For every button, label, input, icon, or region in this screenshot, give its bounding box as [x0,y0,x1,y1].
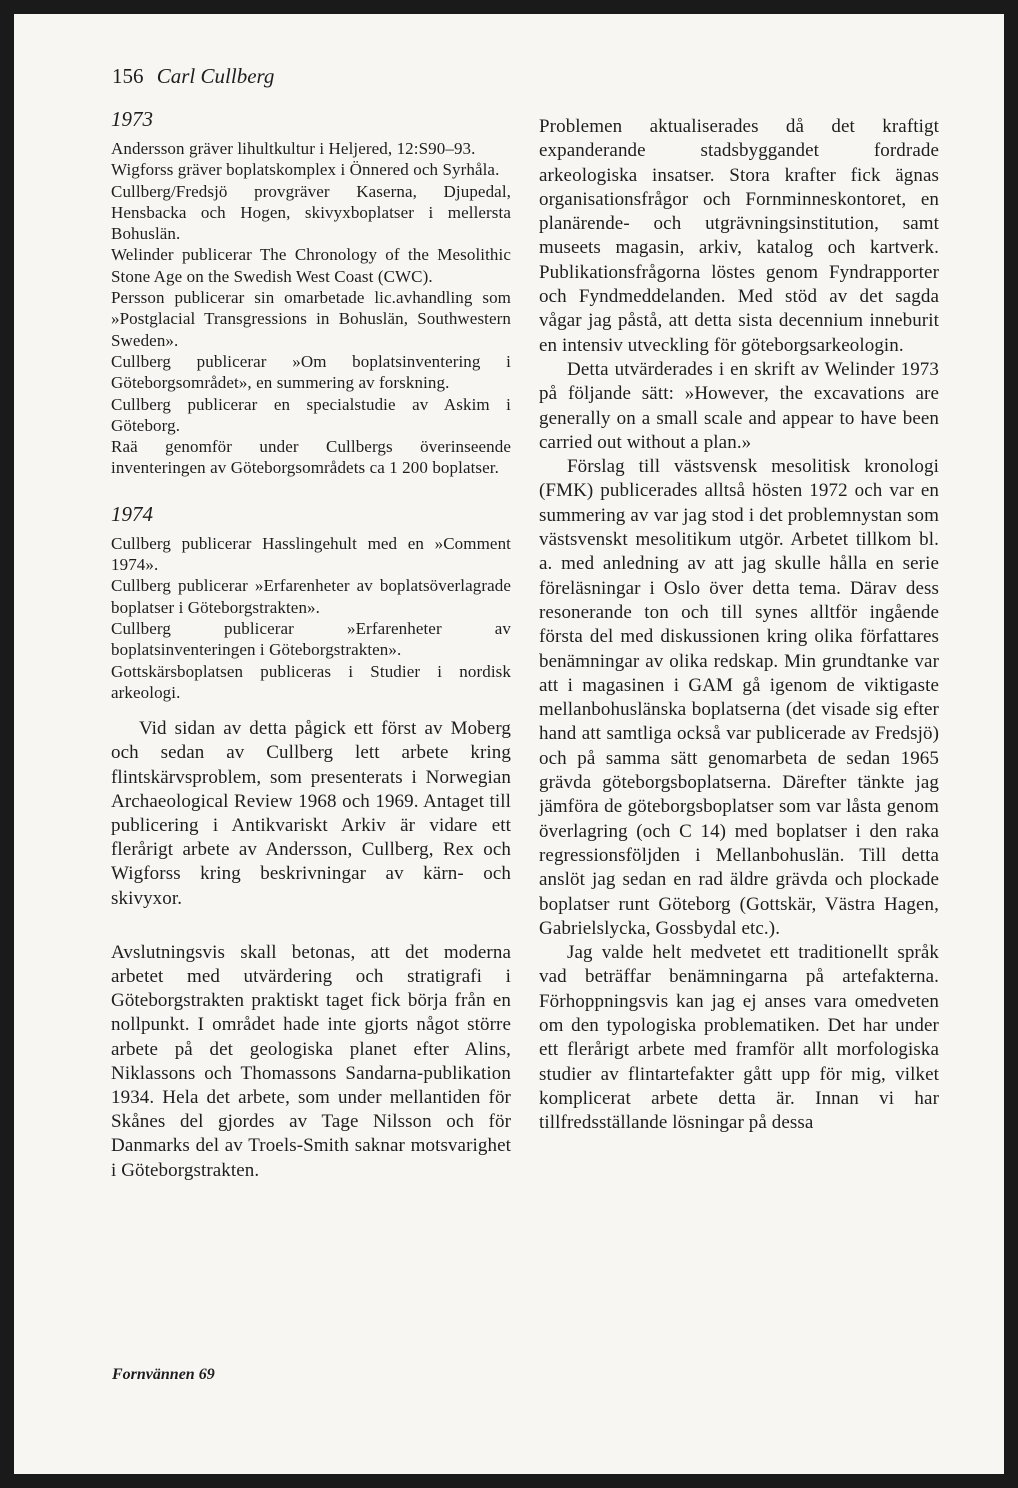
body-paragraph: Förslag till västsvensk mesolitisk kronologi (FMK) publicerades alltså hösten 1972 och var en summering av var jag stod i det problemnystan som västsvenskt mesolitikum utgör. Arbetet tillkom bl. a. med anledning av att jag skulle hålla en serie föreläsningar i Oslo över detta tema. Därav dess resonerande ton och till synes alltför ingående första del med diskussionen kring olika författares benämningar av olika redskap. Min grundtanke var att i magasinen i GAM gå igenom de viktigaste mellanbohuslänska boplatserna (det visade sig efter hand att samtliga också var publicerade av Fredsjö) och på samma sätt genomarbeta de sedan 1965 grävda göteborgsboplatserna. Därefter tänkte jag jämföra de göteborgsboplatser som var låsta genom överlagring (och C 14) med boplatser i den raka regressionsföljden i Mellanbohuslän. Till detta anslöt jag sedan en rad äldre grävda och plockade boplatser runt Göteborg (Gottskär, Västra Hagen, Gabrielslycka, Gossbydal etc.). [539,456,939,939]
chronology-entry: Cullberg/Fredsjö provgräver Kaserna, Djupedal, Hensbacka och Hogen, skivyxboplatser i mellersta Bohuslän. [111,181,511,244]
right-column [539,98,939,1135]
chronology-entry: Gottskärsboplatsen publiceras i Studier i nordisk arkeologi. [111,661,511,702]
chronology-entry: Cullberg publicerar en specialstudie av Askim i Göteborg. [111,394,511,435]
body-paragraph: Jag valde helt medvetet ett traditionellt språk vad beträffar benämningarna på artefakterna. Förhoppningsvis kan jag ej anses vara omedveten om den typologiska problematiken. Det har under ett flerårigt arbete med framför allt morfologiska studier av flintartefakter gått upp för mig, vilket komplicerat arbete detta är. Innan vi har tillfredsställande lösningar på dessa [539,942,939,1134]
chronology-entry: Andersson gräver lihultkultur i Heljered, 12:S90–93. [111,139,476,158]
left-column [111,98,511,1183]
running-head-author: Carl Cullberg [156,64,275,88]
chronology-entry: Welinder publicerar The Chronology of the Mesolithic Stone Age on the Swedish West Coast (CWC). [111,245,511,286]
chronology-entry: Cullberg publicerar »Erfarenheter av boplatsinventeringen i Göteborgstrakten». [111,618,511,660]
body-paragraph: Detta utvärderades i en skrift av Welinder 1973 på följande sätt: »However, the excavations are generally on a small scale and appear to have been carried out without a plan.» [539,358,939,453]
chronology-entry: Cullberg publicerar »Om boplatsinventering i Göteborgsområdet», en summering av forskning. [111,351,511,393]
year-heading-1973: 1973 [111,107,153,131]
document-page [14,14,1004,1474]
page-number: 156 [112,64,144,88]
chronology-entry: Wigforss gräver boplatskomplex i Önnered och Syrhåla. [111,160,500,180]
body-paragraph: Vid sidan av detta pågick ett först av Moberg och sedan av Cullberg lett arbete kring flintskärvsproblem, som presenterats i Norwegian Archaeological Review 1968 och 1969. Antaget till publicering i Antikvariskt Arkiv är vidare ett flerårigt arbete av Andersson, Cullberg, Rex och Wigforss kring beskrivningar av kärn- och skivyxor. [111,718,511,909]
body-paragraph: Problemen aktualiserades då det kraftigt expanderande stadsbyggandet fordrade arkeologiska insatser. Stora krafter fick ägnas organisationsfrågor och Fornminneskontoret, en planärende- och utgrävningsinstitution, samt museets magasin, arkiv, katalog och kartverk. Publikationsfrågorna löstes genom Fyndrapporter och Fyndmeddelanden. Med stöd av det sagda vågar jag påstå, att detta sista decennium inneburit en intensiv utveckling för göteborgsarkeologin. [539,116,939,356]
footer-journal: Fornvännen 69 [112,1366,215,1383]
chronology-entry: Cullberg publicerar »Erfarenheter av boplatsöverlagrade boplatser i Göteborgstrakten». [111,576,511,617]
running-head [112,64,274,88]
year-heading-1974: 1974 [111,501,153,526]
chronology-entry: Raä genomför under Cullbergs överinseende inventeringen av Göteborgsområdets ca 1 200 boplatser. [111,437,511,478]
chronology-entry: Persson publicerar sin omarbetade lic.avhandling som »Postglacial Transgressions in Bohuslän, Southwestern Sweden». [111,288,511,350]
chronology-entry: Cullberg publicerar Hasslingehult med en »Comment 1974». [111,533,511,575]
body-paragraph: Avslutningsvis skall betonas, att det moderna arbetet med utvärdering och stratigrafi i Göteborgstrakten praktiskt taget fick börja från en nollpunkt. I området hade inte gjorts något större arbete på det geologiska planet efter Alins, Niklassons och Thomassons Sandarna-publikation 1934. Hela det arbete, som under mellantiden för Skånes del gjordes av Tage Nilsson och för Danmarks del av Troels-Smith saknar motsvarighet i Göteborgstrakten. [111,941,511,1181]
